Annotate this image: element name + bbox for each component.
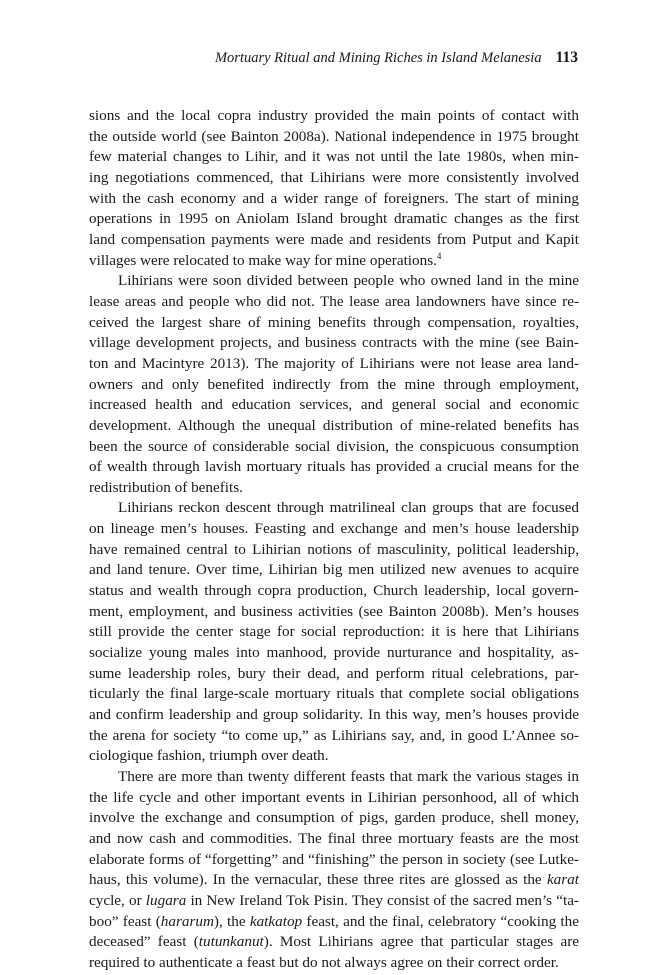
text-fragment: ). Most Lihirians agree that particular stages are	[263, 933, 579, 951]
text-line: the outside world (see Bainton 2008a). National independence in 1975 brought	[89, 127, 579, 145]
text-line: ment, employment, and business activities (see Bainton 2008b). Men’s houses	[89, 602, 579, 620]
text-fragment: villages were relocated to make way for mine operations.	[89, 251, 437, 269]
text-line: redistribution of benefits.	[89, 478, 243, 496]
italic-term: katkatop	[249, 912, 303, 930]
text-line: and confirm leadership and group solidarity. In this way, men’s houses provide	[89, 706, 579, 724]
text-line	[89, 912, 579, 933]
text-line: sume leadership roles, bury their dead, and perform ritual celebrations, par-	[89, 664, 579, 682]
text-line: ticularly the final large-scale mortuary rituals that complete social obligations	[89, 685, 579, 703]
text-line: socialize young males into manhood, provide nurturance and hospitality, as-	[89, 644, 579, 662]
text-line	[89, 251, 579, 272]
text-fragment: ), the	[213, 912, 250, 930]
text-fragment: in New Ireland Tok Pisin. They consist of the sacred men’s “ta-	[186, 891, 579, 909]
text-fragment: feast, and the final, celebratory “cooking the	[302, 912, 579, 930]
text-line: the life cycle and other important events in Lihirian personhood, all of which	[89, 788, 579, 806]
text-line: status and wealth through copra production, Church leadership, local govern-	[89, 582, 579, 600]
italic-term: hararum	[160, 912, 214, 930]
text-line	[89, 891, 579, 912]
italic-term: lugara	[145, 891, 187, 909]
text-line: Lihirians were soon divided between people who owned land in the mine	[118, 272, 579, 290]
footnote-reference[interactable]: 4	[436, 250, 442, 261]
text-line	[89, 870, 579, 891]
text-line: the arena for society “to come up,” as Lihirians say, and, in good L’Annee so-	[89, 726, 579, 744]
text-fragment: cycle, or	[89, 891, 146, 909]
text-line: few material changes to Lihir, and it was not until the late 1980s, when min-	[89, 148, 579, 166]
paragraph	[89, 106, 579, 271]
paragraph	[89, 767, 579, 974]
text-line: sions and the local copra industry provided the main points of contact with	[89, 107, 579, 124]
text-line: and land tenure. Over time, Lihirian big men utilized new avenues to acquire	[89, 561, 579, 579]
text-line: involve the exchange and consumption of pigs, garden produce, shell money,	[89, 809, 579, 827]
text-line: ciologique fashion, triumph over death.	[89, 747, 329, 765]
text-line: village development projects, and business contracts with the mine (see Bain-	[89, 334, 579, 352]
text-line: development. Although the unequal distribution of mine-related benefits has	[89, 416, 579, 434]
text-line: required to authenticate a feast but do not always agree on their correct order.	[89, 953, 559, 971]
text-line: ceived the largest share of mining benefits through compensation, royalties,	[89, 313, 579, 331]
paragraph	[89, 498, 579, 767]
running-head	[90, 48, 578, 68]
text-line: owners and only benefited indirectly from the mine through employment,	[89, 375, 579, 393]
text-line: elaborate forms of “forgetting” and “finishing” the person in society (see Lutke-	[89, 850, 579, 868]
text-line: and now cash and commodities. The final three mortuary feasts are the most	[89, 829, 579, 847]
running-title: Mortuary Ritual and Mining Riches in Island Melanesia	[214, 50, 542, 66]
body-text	[89, 106, 579, 974]
text-fragment: boo” feast (	[89, 912, 161, 930]
paragraph	[89, 271, 579, 498]
text-fragment: haus, this volume). In the vernacular, these three rites are glossed as the	[89, 871, 547, 889]
text-line: ton and Macintyre 2013). The majority of Lihirians were not lease area land-	[89, 354, 579, 372]
text-line: been the source of considerable social division, the conspicuous consumption	[89, 437, 579, 455]
text-line: on lineage men’s houses. Feasting and exchange and men’s house leadership	[89, 520, 579, 538]
italic-term: tutunkanut	[198, 933, 264, 951]
text-line: operations in 1995 on Aniolam Island brought dramatic changes as the first	[89, 210, 579, 228]
text-line: of wealth through lavish mortuary rituals has provided a crucial means for the	[89, 458, 579, 476]
text-line: There are more than twenty different feasts that mark the various stages in	[118, 768, 579, 785]
text-line: increased health and education services, and general social and economic	[89, 396, 579, 414]
text-line: Lihirians reckon descent through matrilineal clan groups that are focused	[118, 499, 579, 517]
text-line	[89, 932, 579, 953]
text-line: land compensation payments were made and residents from Putput and Kapit	[89, 230, 579, 248]
text-fragment: deceased” feast (	[89, 933, 199, 951]
page-number: 113	[555, 49, 578, 66]
text-line: lease areas and people who did not. The lease area landowners have since re-	[89, 292, 579, 310]
text-line: still provide the center stage for social reproduction: it is here that Lihirians	[89, 623, 579, 641]
text-line: have remained central to Lihirian notions of masculinity, political leadership,	[89, 540, 579, 558]
text-line: ing negotiations commenced, that Lihirians were more consistently involved	[89, 168, 579, 186]
text-line: with the cash economy and a wider range of foreigners. The start of mining	[89, 189, 579, 207]
italic-term: karat	[546, 871, 579, 889]
